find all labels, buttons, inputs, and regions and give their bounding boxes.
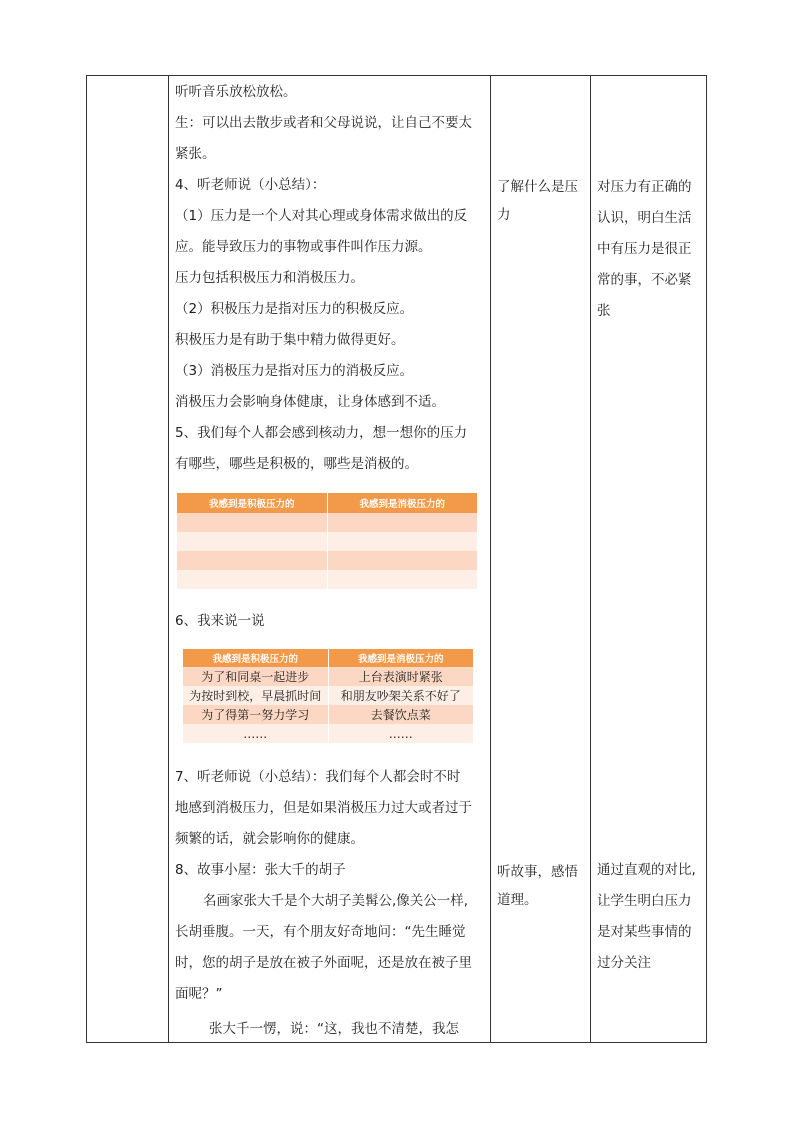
- text-line: 道理。: [497, 892, 538, 908]
- table-cell: 去餐饮点菜: [328, 705, 474, 724]
- text-line: 频繁的话，就会影响你的健康。: [175, 831, 364, 847]
- text-line: 力: [497, 207, 511, 223]
- table-cell: 为按时到校，早晨抓时间: [189, 689, 322, 703]
- table-cell: 为了得第一努力学习: [201, 708, 310, 722]
- text-line: 时，您的胡子是放在被子外面呢，还是放在被子里: [175, 955, 472, 971]
- column-divider: [168, 76, 169, 1042]
- table-cell: ……: [243, 726, 268, 741]
- text-line: 名画家张大千是个大胡子美髯公,像关公一样,: [203, 893, 469, 909]
- text-line: （2）积极压力是指对压力的积极反应。: [175, 301, 414, 317]
- text-line: 对压力有正确的: [597, 179, 692, 195]
- table-cell: 为了和同桌一起进步: [201, 670, 310, 684]
- text-line: 6、我来说一说: [175, 613, 265, 629]
- student-activity-1: [497, 173, 587, 229]
- table-row: [183, 667, 473, 686]
- text-line: 张大千一愣，说：“这，我也不清楚，我怎: [209, 1021, 459, 1037]
- text-line: 过分关注: [597, 955, 651, 971]
- text-line: 张: [597, 303, 611, 319]
- text-line: 常的事，不必紧: [597, 272, 692, 288]
- text-line: 听听音乐放松放松。: [175, 84, 297, 100]
- table-header: [183, 649, 473, 667]
- table-row: [183, 705, 473, 724]
- text-line: 地感到消极压力，但是如果消极压力过大或者过于: [175, 800, 472, 816]
- table-row: [177, 513, 477, 532]
- table-cell: ……: [328, 724, 474, 743]
- table-row: [177, 551, 477, 570]
- text-line: 生：可以出去散步或者和父母说说，让自己不要太: [175, 115, 472, 131]
- pressure-table-examples: [183, 649, 473, 743]
- table-row: [177, 532, 477, 551]
- table-cell: 上台表演时紧张: [328, 667, 474, 686]
- table-header-cell: 我感到是消极压力的: [328, 649, 474, 667]
- text-line: 压力包括积极压力和消极压力。: [175, 270, 364, 286]
- text-line: （3）消极压力是指对压力的消极反应。: [175, 363, 414, 379]
- text-line: 面呢？”: [175, 986, 223, 1002]
- table-row: [183, 724, 473, 743]
- section-6-heading: [175, 606, 493, 637]
- table-header: [177, 493, 477, 513]
- text-line: 是对某些事情的: [597, 924, 692, 940]
- text-line: 让学生明白压力: [597, 893, 692, 909]
- text-line: （1）压力是一个人对其心理或身体需求做出的反: [175, 208, 468, 224]
- table-row: [177, 570, 477, 589]
- pressure-table-empty: [177, 493, 477, 589]
- text-line: 长胡垂腹。一天，有个朋友好奇地问：“先生睡觉: [175, 924, 466, 940]
- text-line: 有哪些，哪些是积极的，哪些是消极的。: [175, 456, 418, 472]
- text-line: 8、故事小屋：张大千的胡子: [175, 862, 346, 878]
- table-cell: 和朋友吵架关系不好了: [328, 686, 474, 705]
- text-line: 听故事，感悟: [497, 864, 578, 880]
- text-line: 中有压力是很正: [597, 241, 692, 257]
- column-divider: [590, 76, 591, 1042]
- text-line: 消极压力会影响身体健康，让身体感到不适。: [175, 394, 445, 410]
- text-line: 通过直观的对比,: [597, 862, 696, 878]
- table-header-cell: 我感到是消极压力的: [327, 493, 478, 513]
- text-line: 4、听老师说（小总结）：: [175, 177, 326, 193]
- text-line: 积极压力是有助于集中精力做得更好。: [175, 332, 405, 348]
- student-activity-2: [497, 858, 587, 914]
- design-intent-2: [597, 855, 703, 979]
- teaching-content-block-1: [175, 77, 493, 480]
- table-row: [183, 686, 473, 705]
- text-line: 认识，明白生活: [597, 210, 692, 226]
- text-line: 了解什么是压: [497, 179, 578, 195]
- text-line: 应。能导致压力的事物或事件叫作压力源。: [175, 239, 432, 255]
- text-line: 5、我们每个人都会感到核动力，想一想你的压力: [175, 425, 468, 441]
- text-line: 紧张。: [175, 146, 216, 162]
- text-line: 7、听老师说（小总结）：我们每个人都会时不时: [175, 769, 461, 785]
- table-header-cell: 我感到是积极压力的: [212, 654, 298, 665]
- table-header-cell: 我感到是积极压力的: [208, 499, 295, 510]
- design-intent-1: [597, 172, 703, 327]
- teaching-content-block-2: [175, 762, 493, 1045]
- lesson-table: [86, 75, 707, 1043]
